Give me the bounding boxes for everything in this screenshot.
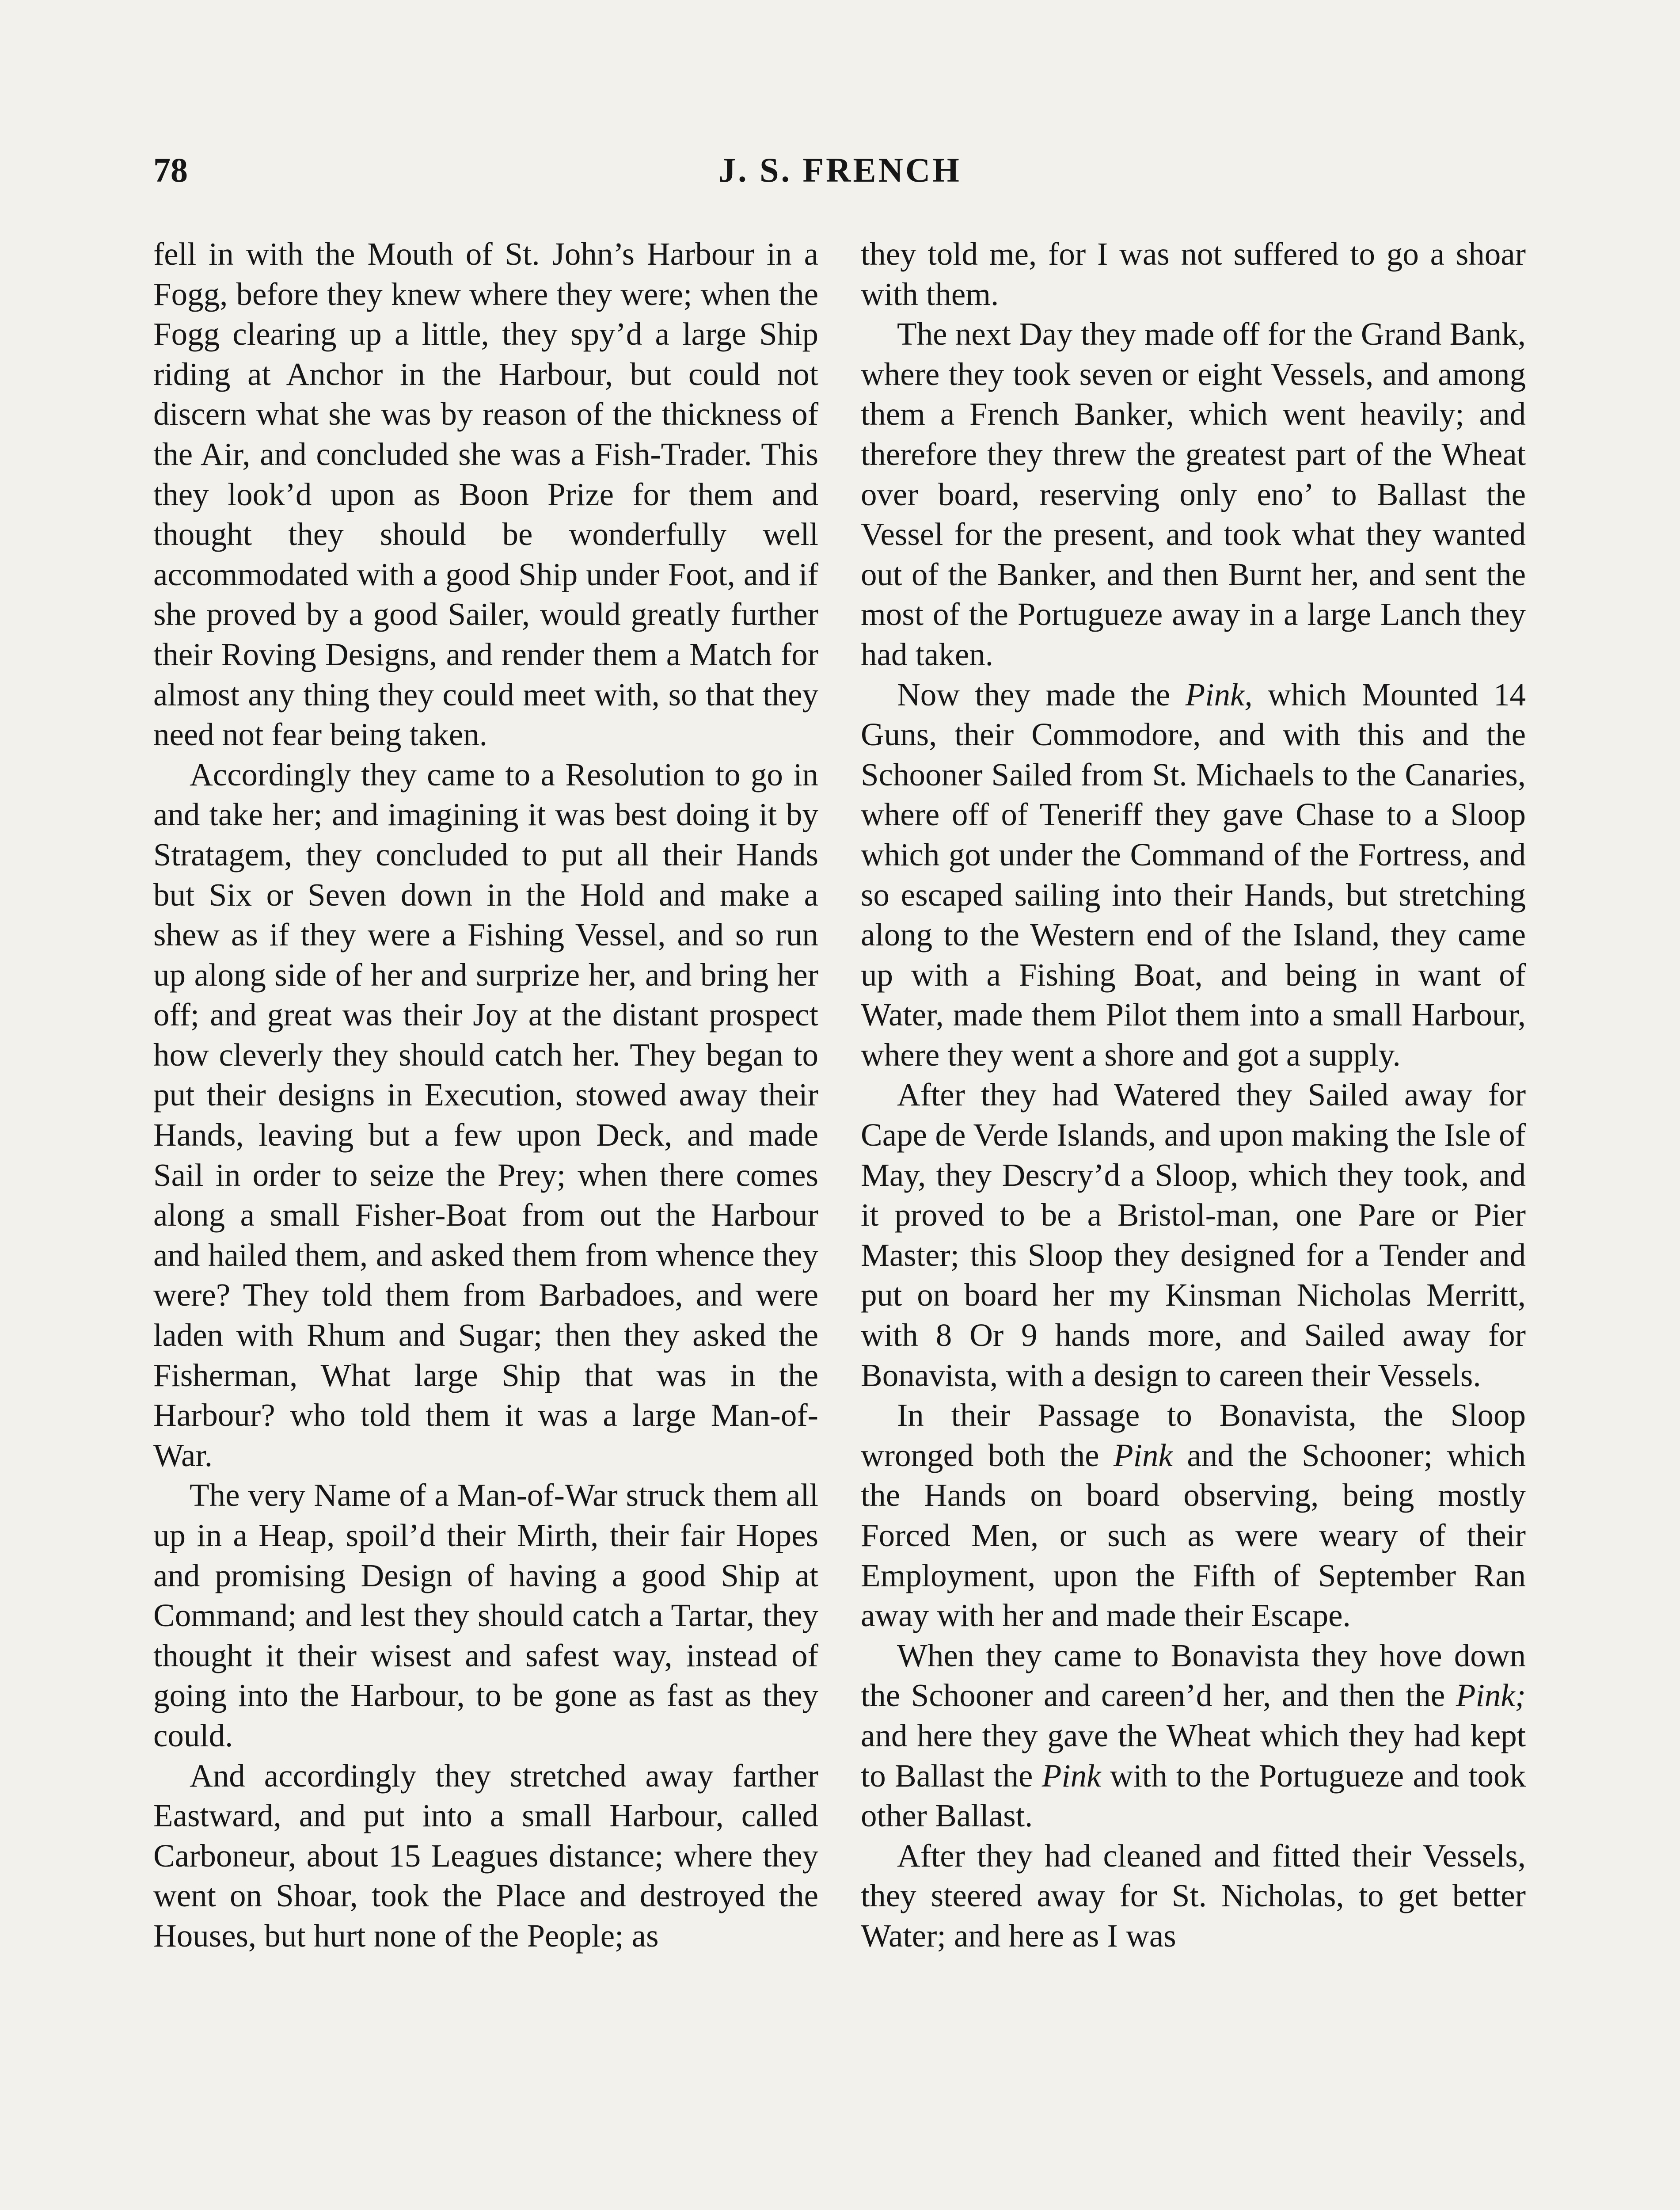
text-run: and here they gave the Wheat which they had kept to Ballast the	[861, 1717, 1526, 1794]
page-number: 78	[153, 151, 188, 189]
text-run: which Mounted 14 Guns, their Commodore, and with this and the Schooner Sailed from St. Michaels to the Canaries, where off of Teneriff they gave Chase to a Sloop which got under the Command of the Fortress, and so escaped sailing into their Hands, but stretching along to the Western end of the Island, they came up with a Fishing Boat, and being in want of Water, made them Pilot them into a small Harbour, where they went a shore and got a supply.	[861, 676, 1526, 1073]
italic-ship-name: Pink	[1041, 1757, 1101, 1794]
paragraph	[861, 1395, 1526, 1636]
paragraph: After they had Watered they Sailed away for Cape de Verde Islands, and upon making the Isle of May, they Descry’d a Sloop, which they took, and it proved to be a Bristol-man, one Pare or Pier Master; this Sloop they designed for a Tender and put on board her my Kinsman Nicholas Merritt, with 8 Or 9 hands more, and Sailed away for Bonavista, with a design to careen their Vessels.	[861, 1077, 1526, 1393]
paragraph: And accordingly they stretched away farther Eastward, and put into a small Harbour, called Carboneur, about 15 Leagues distance; where they went on Shoar, took the Place and destroyed the Houses, but hurt none of the People; as	[153, 1757, 818, 1954]
right-column	[861, 234, 1526, 1956]
paragraph: After they had cleaned and fitted their Vessels, they steered away for St. Nicholas, to get better Water; and here as I was	[861, 1837, 1526, 1954]
text-run: and the Schooner; which the Hands on board observing, being mostly Forced Men, or such as were weary of their Employment, upon the Fifth of September Ran away with her and made their Escape.	[861, 1437, 1526, 1634]
left-column	[153, 234, 818, 1956]
text-run: with to the Portugueze and took other Ballast.	[861, 1757, 1526, 1834]
text-run: When they came to Bonavista they hove down the Schooner and careen’d her, and then the	[861, 1637, 1526, 1714]
text-run: In their Passage to Bonavista, the Sloop wronged both the	[861, 1397, 1526, 1473]
paragraph: they told me, for I was not suffered to go a shoar with them.	[861, 236, 1526, 312]
paragraph	[861, 675, 1526, 1075]
italic-ship-name: Pink,	[1185, 676, 1253, 713]
italic-ship-name: Pink;	[1456, 1677, 1526, 1714]
italic-ship-name: Pink	[1114, 1437, 1173, 1473]
paragraph: The very Name of a Man-of-War struck them all up in a Heap, spoil’d their Mirth, their fair Hopes and promising Design of having a good Ship at Command; and lest they should catch a Tartar, they thought it their wisest and safest way, instead of going into the Harbour, to be gone as fast as they could.	[153, 1477, 818, 1753]
paragraph: Accordingly they came to a Resolution to go in and take her; and imagining it was best doing it by Stratagem, they concluded to put all their Hands but Six or Seven down in the Hold and make a shew as if they were a Fishing Vessel, and so run up along side of her and surprize her, and bring her off; and great was their Joy at the distant prospect how cleverly they should catch her. They began to put their designs in Execution, stowed away their Hands, leaving but a few upon Deck, and made Sail in order to seize the Prey; when there comes along a small Fisher-Boat from out the Harbour and hailed them, and asked them from whence they were? They told them from Barbadoes, and were laden with Rhum and Sugar; then they asked the Fisherman, What large Ship that was in the Harbour? who told them it was a large Man-of-War.	[153, 756, 818, 1473]
paragraph: fell in with the Mouth of St. John’s Harbour in a Fogg, before they knew where they were; when the Fogg clearing up a little, they spy’d a large Ship riding at Anchor in the Harbour, but could not discern what she was by reason of the thickness of the Air, and concluded she was a Fish-Trader. This they look’d upon as Boon Prize for them and thought they should be wonderfully well accommodated with a good Ship under Foot, and if she proved by a good Sailer, would greatly further their Roving Designs, and render them a Match for almost any thing they could meet with, so that they need not fear being taken.	[153, 236, 818, 753]
page-header	[153, 146, 1527, 194]
running-head: J. S. FRENCH	[718, 151, 962, 189]
text-run: Now they made the	[897, 676, 1186, 713]
paragraph: The next Day they made off for the Grand Bank, where they took seven or eight Vessels, and among them a French Banker, which went heavily; and therefore they threw the greatest part of the Wheat over board, reserving only eno’ to Ballast the Vessel for the present, and took what they wanted out of the Banker, and then Burnt her, and sent the most of the Portugueze away in a large Lanch they had taken.	[861, 316, 1526, 672]
paragraph	[861, 1636, 1526, 1836]
